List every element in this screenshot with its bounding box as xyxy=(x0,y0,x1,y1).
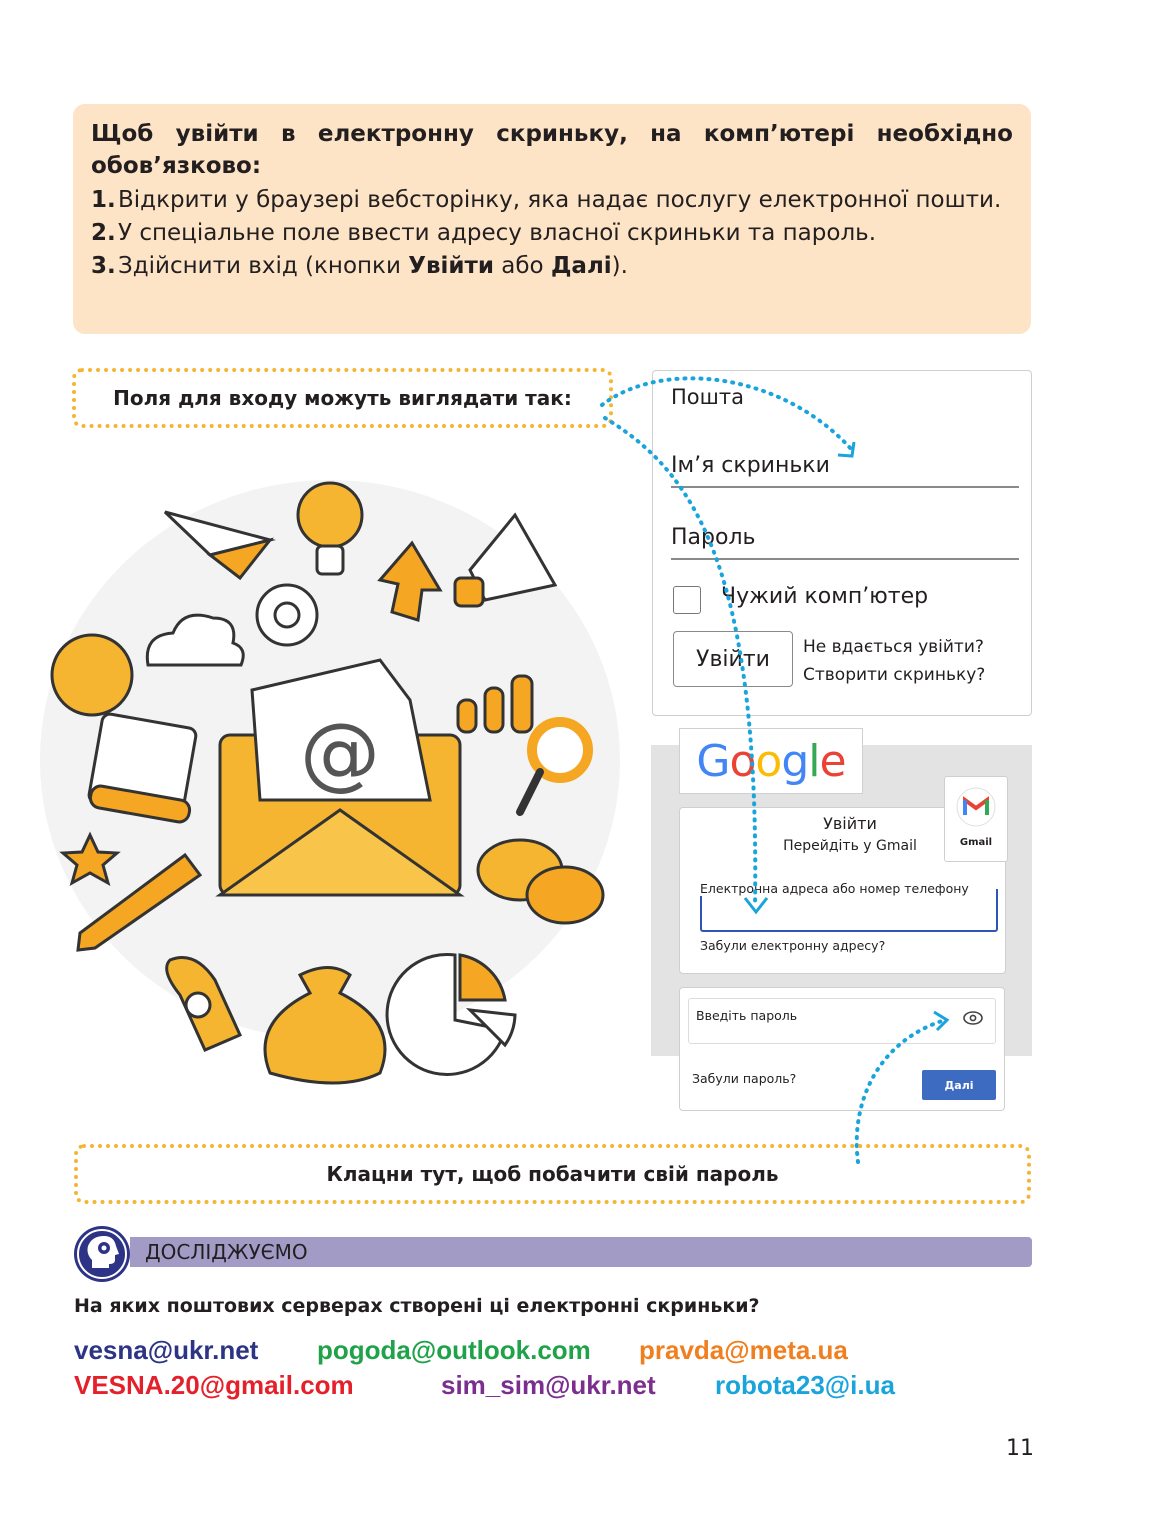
info-intro: Щоб увійти в електронну скриньку, на комп’ютері необхідно обов’язково: xyxy=(91,121,1013,179)
mailbox-name-input[interactable]: Ім’я скриньки xyxy=(671,453,1019,488)
question-text: На яких поштових серверах створені ці електронні скриньки? xyxy=(74,1295,760,1317)
checkbox-label: Чужий комп’ютер xyxy=(721,584,929,609)
arrow-to-mailbox xyxy=(602,378,852,450)
password-placeholder: Введіть пароль xyxy=(696,1008,798,1023)
google-logo: G o o g l e xyxy=(679,728,863,794)
section-title: ДОСЛІДЖУЄМО xyxy=(145,1240,308,1264)
email-address: vesna@ukr.net xyxy=(74,1335,259,1365)
create-mailbox-link[interactable]: Створити скриньку? xyxy=(803,665,986,685)
cant-login-link[interactable]: Не вдається увійти? xyxy=(803,637,984,657)
signin-subtitle: Перейдіть у Gmail xyxy=(783,838,917,854)
email-address: pravda@meta.ua xyxy=(639,1335,848,1365)
email-address: robota23@i.ua xyxy=(715,1370,895,1400)
forgot-email-link[interactable]: Забули електронну адресу? xyxy=(700,938,886,953)
section-bar xyxy=(130,1237,1032,1267)
email-address: pogoda@outlook.com xyxy=(317,1335,591,1365)
page-number: 11 xyxy=(1006,1436,1034,1461)
callout-text: Поля для входу можуть виглядати так: xyxy=(113,386,572,410)
show-password-callout xyxy=(74,1144,1031,1204)
step-number: 2. xyxy=(91,220,116,246)
step-text: У спеціальне поле ввести адресу власної скриньки та пароль. xyxy=(118,220,877,246)
forgot-password-link[interactable]: Забули пароль? xyxy=(692,1071,797,1086)
email-address: sim_sim@ukr.net xyxy=(441,1370,656,1400)
password-input[interactable]: Пароль xyxy=(671,525,1019,560)
signin-title: Увійти xyxy=(823,814,877,833)
login-button[interactable]: Увійти xyxy=(673,631,793,687)
gmail-caption: Gmail xyxy=(959,837,993,848)
svg-text:@: @ xyxy=(300,706,380,799)
callout-text: Клацни тут, щоб побачити свій пароль xyxy=(326,1162,779,1186)
email-address: VESNA.20@gmail.com xyxy=(74,1370,354,1400)
next-button[interactable]: Далі xyxy=(922,1070,996,1100)
email-field-label: Електронна адреса або номер телефону xyxy=(700,881,969,896)
step-number: 3. xyxy=(91,253,116,279)
step-text-part: ). xyxy=(611,253,628,279)
next-button-ref: Далі xyxy=(550,253,612,279)
step-text-part: або xyxy=(493,253,551,279)
step-text: Відкрити у браузері вебсторінку, яка надає послугу електронної пошти. xyxy=(118,187,1002,213)
step-number: 1. xyxy=(91,187,116,213)
step-text-part: Здійснити вхід (кнопки xyxy=(118,253,409,279)
form-title: Пошта xyxy=(671,385,744,409)
arrowhead xyxy=(838,442,854,456)
arrow-to-eye xyxy=(857,1020,945,1162)
arrow-to-google xyxy=(605,418,755,905)
research-head-icon xyxy=(74,1226,130,1282)
login-button-ref: Увійти xyxy=(408,253,494,279)
